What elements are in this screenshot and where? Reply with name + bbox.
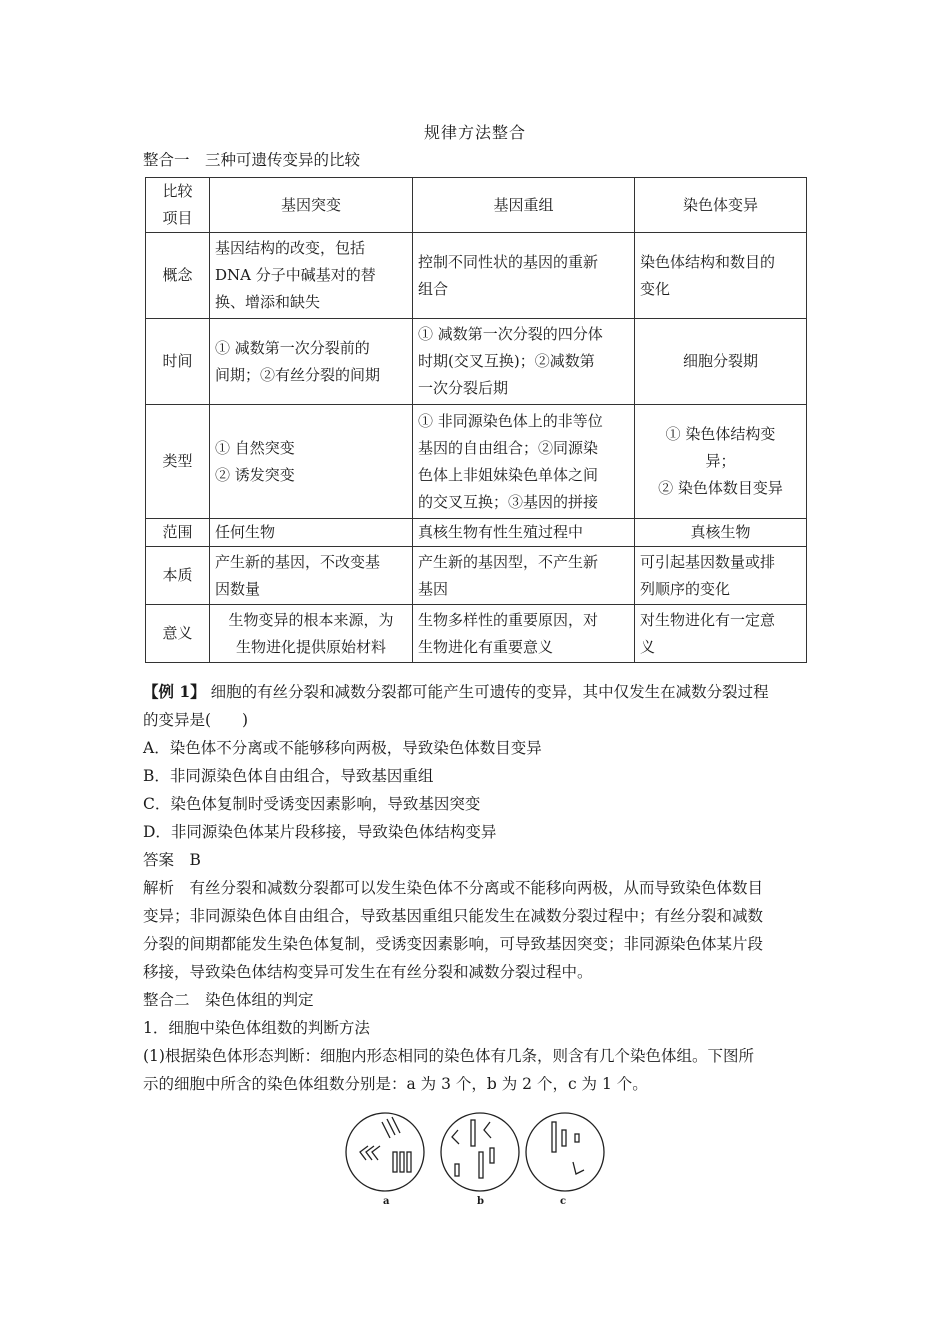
- cell-line: 因数量: [215, 579, 261, 598]
- table-row: [146, 605, 807, 663]
- section1-heading: 整合一 三种可遗传变异的比较: [143, 151, 361, 169]
- cell-line: 异；: [705, 452, 736, 470]
- cell-line: 基因的自由组合；②同源染: [418, 438, 599, 457]
- cell-line: ② 染色体数目变异: [658, 479, 783, 497]
- cell-line: 色体上非姐妹染色单体之间: [418, 465, 599, 484]
- row-label: 意义: [146, 605, 210, 663]
- cell-line: 产生新的基因型，不产生新: [418, 552, 599, 571]
- cell-line: 的交叉互换；③基因的拼接: [418, 492, 599, 511]
- analysis-line: 移接，导致染色体结构变异可发生在有丝分裂和减数分裂过程中。: [143, 963, 593, 981]
- chromosome-cells-svg: [340, 1108, 620, 1208]
- figure-label-a: a: [383, 1196, 390, 1207]
- table-cell: 任何生物: [210, 519, 413, 547]
- table-row: [146, 233, 807, 319]
- option-b: B．非同源染色体自由组合，导致基因重组: [143, 767, 434, 785]
- cell-line: ① 非同源染色体上的非等位: [418, 411, 603, 430]
- table-cell: 真核生物有性生殖过程中: [413, 519, 635, 547]
- cell-line: 一次分裂后期: [418, 379, 509, 397]
- cell-line: 细胞分裂期: [682, 352, 758, 370]
- cell-a-outline: [346, 1113, 424, 1191]
- example-stem-text: 细胞的有丝分裂和减数分裂都可能产生可遗传的变异，其中仅发生在减数分裂过程: [210, 683, 769, 701]
- cell-line: 生物进化有重要意义: [418, 637, 554, 656]
- cell-line: 对生物进化有一定意: [640, 610, 776, 629]
- cell-line: 控制不同性状的基因的重新: [418, 252, 599, 271]
- chromosome-figure: [340, 1108, 620, 1208]
- row-label: 时间: [146, 319, 210, 405]
- table-cell: [210, 233, 413, 319]
- table-cell: [210, 605, 413, 663]
- cell-line: 义: [640, 637, 656, 656]
- table-row: [146, 319, 807, 405]
- header-cell-recombination: 基因重组: [413, 178, 635, 233]
- table-cell: [635, 405, 807, 519]
- cell-line: DNA 分子中碱基对的替: [215, 266, 376, 284]
- example-stem-line1: [143, 678, 808, 706]
- cell-line: 基因结构的改变，包括: [215, 239, 366, 257]
- table-cell: [635, 605, 807, 663]
- header-cell-compare: [146, 178, 210, 233]
- cell-line: 间期；②有丝分裂的间期: [215, 365, 381, 384]
- cell-line: 可引起基因数量或排: [640, 552, 776, 571]
- comparison-table: [145, 177, 807, 663]
- option-c: C．染色体复制时受诱变因素影响，导致基因突变: [143, 795, 481, 813]
- table-cell: 真核生物: [635, 519, 807, 547]
- row-label: 概念: [146, 233, 210, 319]
- cell-line: 列顺序的变化: [640, 579, 731, 598]
- cell-line: 产生新的基因，不改变基: [215, 552, 381, 571]
- cell-line: 生物变异的根本来源，为: [228, 610, 394, 629]
- figure-label-c: c: [560, 1196, 567, 1207]
- cell-line: ① 减数第一次分裂的四分体: [418, 325, 603, 343]
- example-block: [143, 678, 808, 1098]
- answer: 答案 B: [143, 851, 201, 869]
- table-cell: [635, 547, 807, 605]
- cell-line: ① 减数第一次分裂前的: [215, 338, 370, 357]
- header-cell-gene-mutation: 基因突变: [210, 178, 413, 233]
- table-row: [146, 405, 807, 519]
- example-tag: 【例 1】: [143, 682, 206, 701]
- figure-label-b: b: [477, 1196, 484, 1207]
- cell-line: ① 染色体结构变: [665, 425, 776, 443]
- table-row: [146, 519, 807, 547]
- row-label: 类型: [146, 405, 210, 519]
- section2-para-line: 示的细胞中所含的染色体组数分别是：a 为 3 个，b 为 2 个，c 为 1 个。: [143, 1075, 648, 1093]
- table-cell: [413, 547, 635, 605]
- cell-line: 生物进化提供原始材料: [235, 637, 386, 656]
- option-d: D．非同源染色体某片段移接，导致染色体结构变异: [143, 823, 497, 841]
- option-a: A．染色体不分离或不能够移向两极，导致染色体数目变异: [143, 739, 542, 757]
- table-header-row: [146, 178, 807, 233]
- section2-sub1: 1．细胞中染色体组数的判断方法: [143, 1019, 370, 1037]
- cell-line: 换、增添和缺失: [215, 293, 321, 311]
- header-compare-line2: 项目: [162, 209, 193, 227]
- row-label: 范围: [146, 519, 210, 547]
- cell-c-outline: [526, 1113, 604, 1191]
- cell-line: 变化: [640, 279, 671, 298]
- section2-heading: 整合二 染色体组的判定: [143, 991, 314, 1009]
- analysis-line: 变异；非同源染色体自由组合，导致基因重组只能发生在减数分裂过程中；有丝分裂和减数: [143, 907, 764, 925]
- row-label: 本质: [146, 547, 210, 605]
- table-cell: [413, 319, 635, 405]
- table-cell: [210, 547, 413, 605]
- cell-line: 组合: [418, 279, 449, 298]
- table-cell: [635, 319, 807, 405]
- cell-line: 染色体结构和数目的: [640, 252, 776, 271]
- cell-line: ① 自然突变: [215, 438, 295, 457]
- table-cell: [210, 405, 413, 519]
- header-compare-line1: 比较: [162, 182, 193, 200]
- table-cell: [635, 233, 807, 319]
- header-cell-chromosome: 染色体变异: [635, 178, 807, 233]
- cell-line: 生物多样性的重要原因，对: [418, 610, 599, 629]
- table-cell: [413, 233, 635, 319]
- table-cell: [413, 605, 635, 663]
- section2-para-line: (1)根据染色体形态判断：细胞内形态相同的染色体有几条，则含有几个染色体组。下图所: [143, 1047, 754, 1065]
- cell-line: ② 诱发突变: [215, 465, 295, 484]
- analysis-line: 解析 有丝分裂和减数分裂都可以发生染色体不分离或不能移向两极，从而导致染色体数目: [143, 879, 764, 897]
- table-cell: [210, 319, 413, 405]
- cell-line: 时期(交叉互换)；②减数第: [418, 352, 595, 370]
- page-title: 规律方法整合: [423, 123, 526, 142]
- cell-line: 基因: [418, 579, 449, 598]
- table-cell: [413, 405, 635, 519]
- table-row: [146, 547, 807, 605]
- analysis-line: 分裂的间期都能发生染色体复制，受诱变因素影响，可导致基因突变；非同源染色体某片段: [143, 935, 764, 953]
- example-stem-line2: 的变异是( ): [143, 711, 249, 729]
